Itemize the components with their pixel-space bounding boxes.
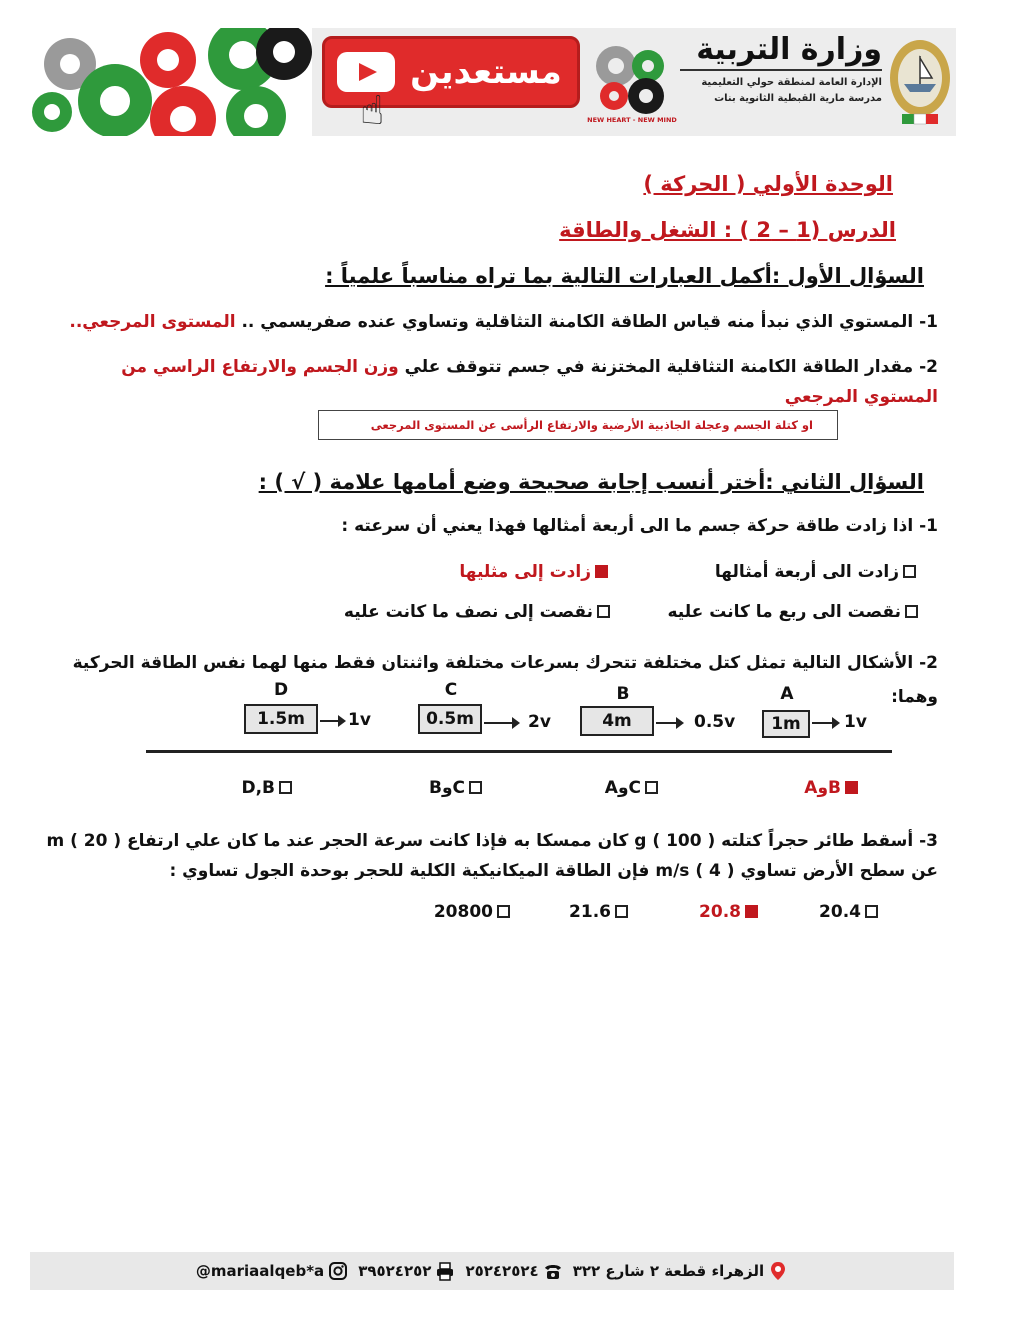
- school-logo: [586, 36, 678, 128]
- q2-item3-option-3[interactable]: 21.6: [569, 902, 628, 922]
- q1-item2-answer: وزن الجسم والارتفاع الراسي من المستوي المرجعي: [121, 357, 938, 407]
- gears-graphic: [30, 28, 312, 136]
- arrow-icon: [812, 722, 838, 724]
- block-c: 0.5m: [418, 704, 482, 734]
- q1-item1: [69, 312, 938, 332]
- gear-icon: [256, 28, 312, 80]
- ground-line: [146, 750, 892, 753]
- question1-heading: السؤال الأول :أكمل العبارات التالية بما تراه مناسباً علمياً :: [325, 264, 924, 288]
- checkbox-icon[interactable]: [615, 905, 628, 918]
- header-banner: [30, 28, 956, 136]
- lesson-title: الدرس (1 – 2 ) : الشغل والطاقة: [559, 218, 896, 242]
- q1-item1-text: 1- المستوي الذي نبدأ منه قياس الطاقة الكامنة التثاقلية وتساوي عنده صفريسمي ..: [241, 312, 938, 332]
- kuwait-emblem: [886, 34, 954, 130]
- block-c-velocity: 2v: [528, 712, 551, 732]
- arrow-icon: [656, 722, 682, 724]
- gear-icon: [150, 86, 216, 136]
- block-b: 4m: [580, 706, 654, 736]
- gear-icon: [78, 64, 152, 136]
- gear-icon: [226, 86, 286, 136]
- q2-item2-text: 2- الأشكال التالية تمثل كتل مختلفة تتحرك بسرعات مختلفة واثنتان فقط منها لهما نفس الطاقة الحركية وهما:: [72, 653, 938, 707]
- footer-bar: [30, 1252, 954, 1290]
- youtube-button-label: مستعدين: [410, 52, 562, 92]
- arrow-icon: [484, 722, 518, 724]
- q1-item2-note-box: [318, 410, 838, 440]
- q1-item2: [68, 352, 938, 412]
- q2-item1-option-1[interactable]: زادت الى أربعة أمثالها: [715, 562, 916, 582]
- gear-icon: [140, 32, 196, 88]
- pointing-hand-icon: ☝: [360, 88, 385, 134]
- checkbox-icon[interactable]: [905, 605, 918, 618]
- footer-address: الزهراء قطعة ٢ شارع ٣٢٢: [573, 1261, 788, 1281]
- block-b-velocity: 0.5v: [694, 712, 736, 732]
- q2-item2-option-1[interactable]: BوA: [804, 778, 858, 798]
- q2-item1-text: 1- اذا زادت طاقة حركة جسم ما الى أربعة أمثالها فهذا يعني أن سرعته :: [341, 516, 938, 536]
- q2-item3-option-1[interactable]: 20.4: [819, 902, 878, 922]
- block-d-velocity: 1v: [348, 710, 371, 730]
- block-a-velocity: 1v: [844, 712, 867, 732]
- footer-phone: ٢٥٢٤٢٥٢٤: [465, 1261, 562, 1281]
- unit-title: الوحدة الأولي ( الحركة ): [643, 172, 893, 196]
- location-pin-icon: [768, 1261, 788, 1281]
- telephone-icon: [543, 1261, 563, 1281]
- youtube-play-icon: [337, 52, 395, 92]
- block-d: 1.5m: [244, 704, 318, 734]
- checkbox-icon[interactable]: [279, 781, 292, 794]
- arrow-icon: [320, 720, 344, 722]
- checkbox-icon[interactable]: [469, 781, 482, 794]
- directorate-name: الإدارة العامة لمنطقة حولي التعليمية: [701, 77, 882, 88]
- checkbox-checked-icon[interactable]: [745, 905, 758, 918]
- ministry-title: وزارة التربية: [696, 32, 882, 67]
- checkbox-icon[interactable]: [865, 905, 878, 918]
- checkbox-icon[interactable]: [597, 605, 610, 618]
- ministry-divider: [680, 69, 882, 71]
- footer-instagram[interactable]: @mariaalqeb*a: [196, 1261, 348, 1281]
- block-b-label: B: [616, 684, 630, 704]
- q2-item3-option-2[interactable]: 20.8: [699, 902, 758, 922]
- q2-item1-option-3[interactable]: نقصت الى ربع ما كانت عليه: [667, 602, 918, 622]
- checkbox-icon[interactable]: [903, 565, 916, 578]
- block-d-label: D: [273, 680, 289, 700]
- q2-item2-option-4[interactable]: D,B: [241, 778, 292, 798]
- q1-item1-answer: المستوى المرجعي..: [69, 312, 236, 332]
- q2-item3-option-4[interactable]: 20800: [434, 902, 510, 922]
- instagram-icon: [328, 1261, 348, 1281]
- checkbox-checked-icon[interactable]: [595, 565, 608, 578]
- checkbox-icon[interactable]: [645, 781, 658, 794]
- question2-heading: السؤال الثاني :أختر أنسب إجابة صحيحة وضع أمامها علامة ( √ ) :: [258, 470, 924, 494]
- school-name: مدرسة مارية القبطية الثانوية بنات: [714, 93, 882, 104]
- q2-item1-option-2[interactable]: زادت إلى مثليها: [459, 562, 608, 582]
- q1-item2-text: 2- مقدار الطاقة الكامنة التثاقلية المختزنة في جسم تتوقف علي: [404, 357, 938, 377]
- q2-item3-text: 3- أسقط طائر حجراً كتلته g ( 100 ) كان ممسكا به فإذا كانت سرعة الحجر عند ما كان علي ارتفاع m ( 20 ) عن سطح الأرض تساوي m/s ( 4 ) فإن الطاقة الميكانيكية الكلية للحجر بوحدة الجول تساوي :: [46, 831, 938, 881]
- footer-fax: ٣٩٥٢٤٢٥٢: [358, 1261, 455, 1281]
- checkbox-checked-icon[interactable]: [845, 781, 858, 794]
- ministry-block: [680, 32, 882, 132]
- gear-icon: [32, 92, 72, 132]
- block-c-label: C: [444, 680, 458, 700]
- q1-item2-note: او كتلة الجسم وعجلة الجاذبية الأرضية والارتفاع الرأسى عن المستوى المرجعى: [370, 418, 813, 432]
- school-logo-caption: NEW HEART - NEW MIND: [587, 116, 677, 124]
- q2-item2-option-3[interactable]: CوB: [429, 778, 482, 798]
- q2-item2-option-2[interactable]: CوA: [605, 778, 658, 798]
- block-a-label: A: [780, 684, 794, 704]
- q2-item1-option-4[interactable]: نقصت إلى نصف ما كانت عليه: [344, 602, 610, 622]
- fax-printer-icon: [435, 1261, 455, 1281]
- block-a: 1m: [762, 710, 810, 738]
- checkbox-icon[interactable]: [497, 905, 510, 918]
